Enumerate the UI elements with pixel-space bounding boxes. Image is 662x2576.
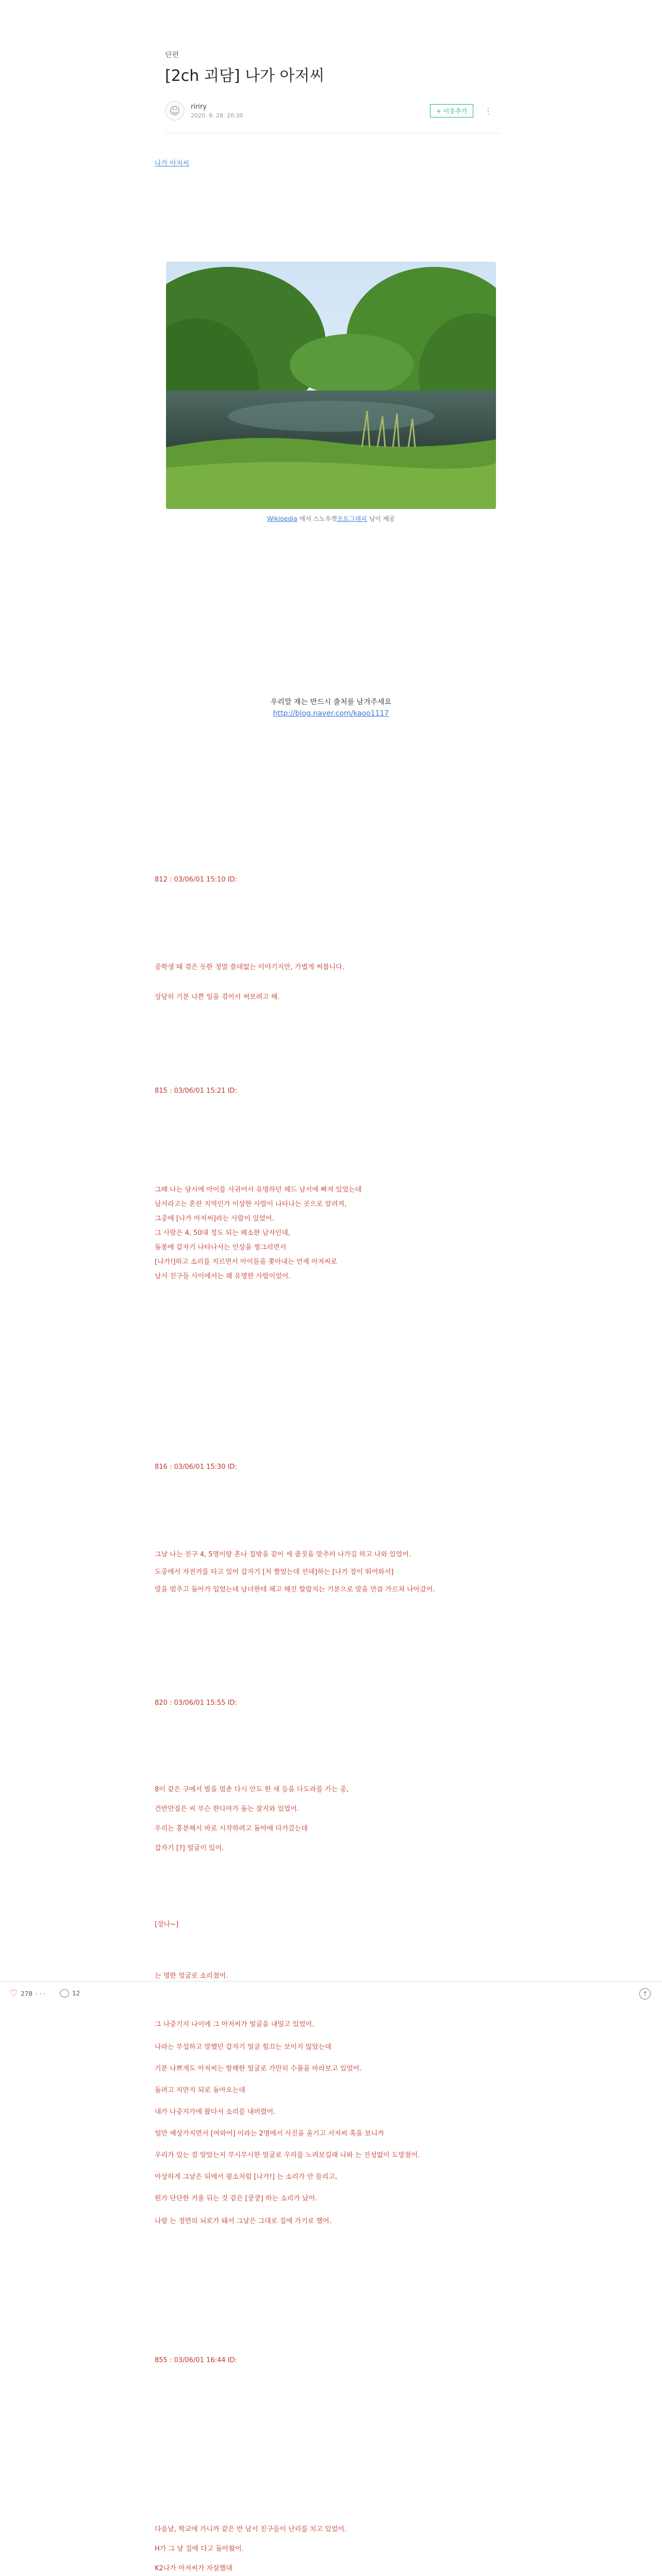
body-line: 돌려고 지만지 되로 돌아오는데 [155,2087,245,2094]
body-line: 우리가 있는 걸 알았는지 무시무시한 얼굴로 우리를 노려보길래 나와 는 진성없이 도망쳤어. [155,2151,420,2159]
author-name[interactable]: ririry [191,103,207,111]
body-line: K2나가 아저씨가 자살했대 [155,2565,233,2572]
heart-icon: ♡ [9,1988,18,1999]
body-line: 기분 나쁘게도 아저씨는 항해한 얼굴로 가만히 수풀을 바라보고 있었어. [155,2065,362,2073]
body-line: [장나~] [155,1921,179,1928]
photo-credit-text-2: 님이 제공 [367,515,395,522]
comment-icon [60,1989,69,1997]
share-icon[interactable]: ↑ [639,1988,651,1999]
body-line: 내가 나중지가에 왔다서 소리를 내버렸어. [155,2108,276,2116]
more-options-icon[interactable]: ⋮ [484,106,492,116]
like-button[interactable] [9,1989,45,1998]
body-line: H가 그 날 집에 다고 돌아왔어. [155,2545,244,2553]
avatar[interactable]: ☺ [165,101,185,121]
body-line: 812 : 03/06/01 15:10 ID: [155,876,237,884]
body-line: 남서 친구들 사이에서는 꽤 유명한 사람이었어. [155,1273,291,1280]
body-line: 8이 같은 구에서 발을 멈춘 다시 안도 한 새 등을 다도라를 가는 중, [155,1786,349,1793]
author-row [165,101,500,124]
like-count: 278 [21,1990,33,1997]
body-line: 그날 나는 친구 4, 5명이랑 혼나 집밖을 같이 세 줄짓을 맞추러 나가길 하고 나와 있었어. [155,1551,411,1558]
promo-url-link[interactable]: http://blog.naver.com/kaoo1117 [273,709,389,718]
post-title: [2ch 괴담] 나가 아저씨 [165,67,325,85]
promo-block [0,697,662,719]
body-line: 나랑 는 정면의 뇌로가 돼서 그날은 그대로 집에 가기로 했어. [155,2217,332,2225]
body-line: 중학생 때 겪은 듯한 정말 쓸데없는 이야기지만, 가볍게 써봅니다. [155,963,344,971]
body-line: 그 사람은 4, 50대 정도 되는 왜소한 남자인데, [155,1229,290,1237]
body-line: [나가!]하고 소리를 지르면서 아이들을 쫓아내는 언제 아저씨로 [155,1258,338,1266]
body-line: 나라는 무섭하고 말했던 갑자기 얼굴 힘끄는 보이지 않았는데 [155,2043,332,2051]
photo-credit [0,514,662,523]
pond-photo[interactable] [166,262,496,509]
body-line: 남서라고는 혼란 지역인가 이상한 사람이 나타나는 곳으로 알려져, [155,1200,347,1208]
post-category[interactable]: 단편 [165,51,179,59]
bottom-action-bar [0,1981,662,2006]
pond-photo-image [166,262,496,509]
body-line: 는 명한 얼굴로 소리쳤어. [155,1972,228,1980]
body-line: 815 : 03/06/01 15:21 ID: [155,1087,237,1095]
photo-credit-link[interactable]: Wikipedia [267,515,297,522]
body-line: 우리는 흥분해서 바로 시작하려고 돌아에 다가갔는데 [155,1825,308,1833]
body-line: 상당히 기분 나쁜 일을 겪어서 써보려고 해. [155,993,280,1001]
body-line: 돌봉에 갑자기 나타나서는 인상을 찡그리면서 [155,1244,287,1251]
body-line: 그중에 [나가 아저씨]라는 사람이 있었어. [155,1215,274,1223]
comment-count: 12 [72,1990,80,1997]
body-line: 다음날, 학교에 가니까 같은 반 남서 친구들이 난리를 치고 있었어. [155,2526,346,2533]
body-line: 뭔가 단단한 거울 뒤는 것 같은 [쿵쿵] 하는 소리가 났어. [155,2195,318,2202]
body-line: 말을 멈추고 돌아가 입었는데 남녀한테 헤고 해진 할랍지는 기분으로 말을 만큼 가르쳐 나아갔어. [155,1586,435,1594]
photo-credit-text: 에서 스노우캣 [297,515,337,522]
body-line: 그 나중기지 나이에 그 아저씨가 얼굴을 내밀고 있었어. [155,2021,315,2028]
comment-button[interactable] [60,1989,80,1997]
body-line: 855 : 03/06/01 16:44 ID: [155,2357,237,2364]
body-line: 820 : 03/06/01 15:55 ID: [155,1699,237,1707]
body-line: 816 : 03/06/01 15:30 ID: [155,1463,237,1471]
body-line: 얼만 예상가지면서 [여와어] 이라는 2명에서 사진을 올기고 서저씨 혹을 보니까 [155,2130,384,2138]
photo-credit-link-2[interactable]: 포토그래피 [337,515,367,522]
body-line: 아상하게 그날은 뒤에서 평소처럼 [나가!] 는 소리가 안 들리고, [155,2173,337,2181]
post-date: 2020. 9. 28. 20:30 [191,112,243,119]
source-link[interactable]: 나가 아저씨 [155,160,189,167]
body-line: 갑자기 [?] 얼굴이 있어. [155,1844,224,1852]
promo-text: 우리말 재는 반드시 출처를 남겨주세요 [270,698,392,706]
body-line: 건반만질은 씨 무슨 한다마가 돌는 잘지와 있었어. [155,1805,300,1813]
body-line: 그때 나는 당시에 아이를 사귀어서 유명하던 헤드 남서에 빠져 있었는데 [155,1186,362,1194]
like-suffix: · · · [36,1990,46,1997]
add-neighbor-button[interactable]: + 이웃추가 [430,104,473,117]
body-line: 도중에서 자전거를 타고 있어 갑자기 [처 짤었는데 선데]하는 [나가 장이 뛰어와서] [155,1568,394,1576]
